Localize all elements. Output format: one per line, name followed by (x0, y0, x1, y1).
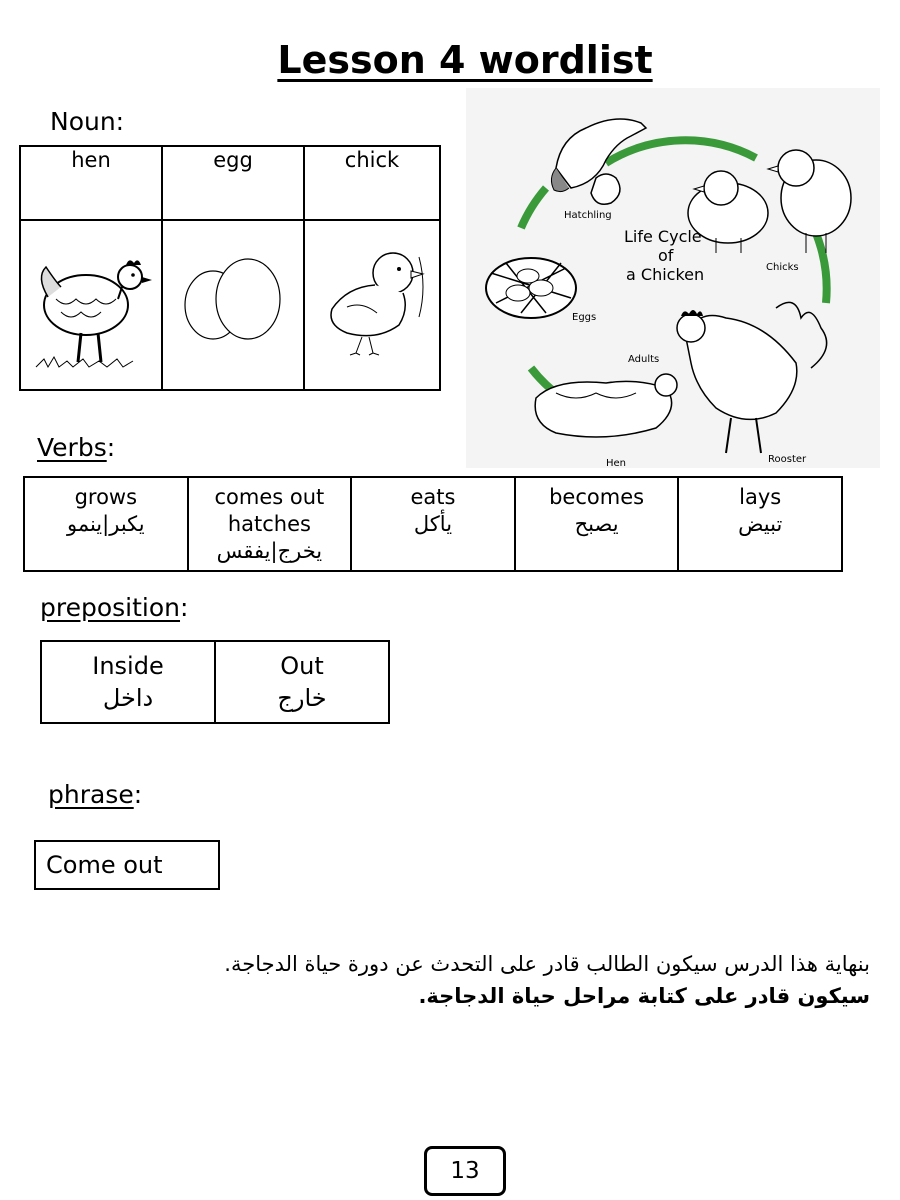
diagram-title-line2: of (658, 246, 674, 265)
objective-line-2: سيكون قادر على كتابة مراحل حياة الدجاجة. (418, 984, 870, 1008)
diagram-title-line1: Life Cycle (624, 227, 702, 246)
stage-label-adults: Adults (628, 354, 660, 365)
eggs-nest-drawing (486, 258, 576, 318)
page-number: 13 (424, 1146, 506, 1196)
life-cycle-diagram (466, 88, 880, 468)
preposition-cell-inside: Inside داخل (41, 641, 215, 723)
verb-cell-eats: eats يأكل (351, 477, 515, 571)
stage-label-chicks: Chicks (766, 262, 799, 273)
phrase-box: Come out (34, 840, 220, 890)
chick-image (304, 220, 440, 390)
verbs-table (23, 476, 843, 572)
noun-label: Noun: (50, 107, 125, 136)
noun-word-hen: hen (20, 146, 162, 220)
verb-cell-becomes: becomes يصبح (515, 477, 679, 571)
preposition-cell-out: Out خارج (215, 641, 389, 723)
preposition-label: preposition: (40, 593, 189, 622)
stage-label-hatchling: Hatchling (564, 210, 612, 221)
hen-image (20, 220, 162, 390)
verb-cell-grows: grows يكبر|ينمو (24, 477, 188, 571)
noun-table (19, 145, 441, 391)
stage-label-eggs: Eggs (572, 312, 597, 323)
noun-word-egg: egg (162, 146, 304, 220)
verbs-label: Verbs: (37, 433, 116, 462)
objective-line-1: بنهاية هذا الدرس سيكون الطالب قادر على التحدث عن دورة حياة الدجاجة. (224, 952, 870, 976)
lesson-objectives (110, 948, 870, 1012)
stage-label-hen: Hen (606, 458, 627, 468)
verb-cell-lays: lays تبيض (678, 477, 842, 571)
phrase-label: phrase: (48, 780, 143, 809)
verb-cell-comes-out: comes out hatches يخرج|يفقس (188, 477, 352, 571)
diagram-title-line3: a Chicken (626, 265, 705, 284)
preposition-table (40, 640, 390, 724)
noun-word-chick: chick (304, 146, 440, 220)
page-title: Lesson 4 wordlist (277, 38, 653, 82)
egg-image (162, 220, 304, 390)
stage-label-rooster: Rooster (768, 454, 807, 465)
